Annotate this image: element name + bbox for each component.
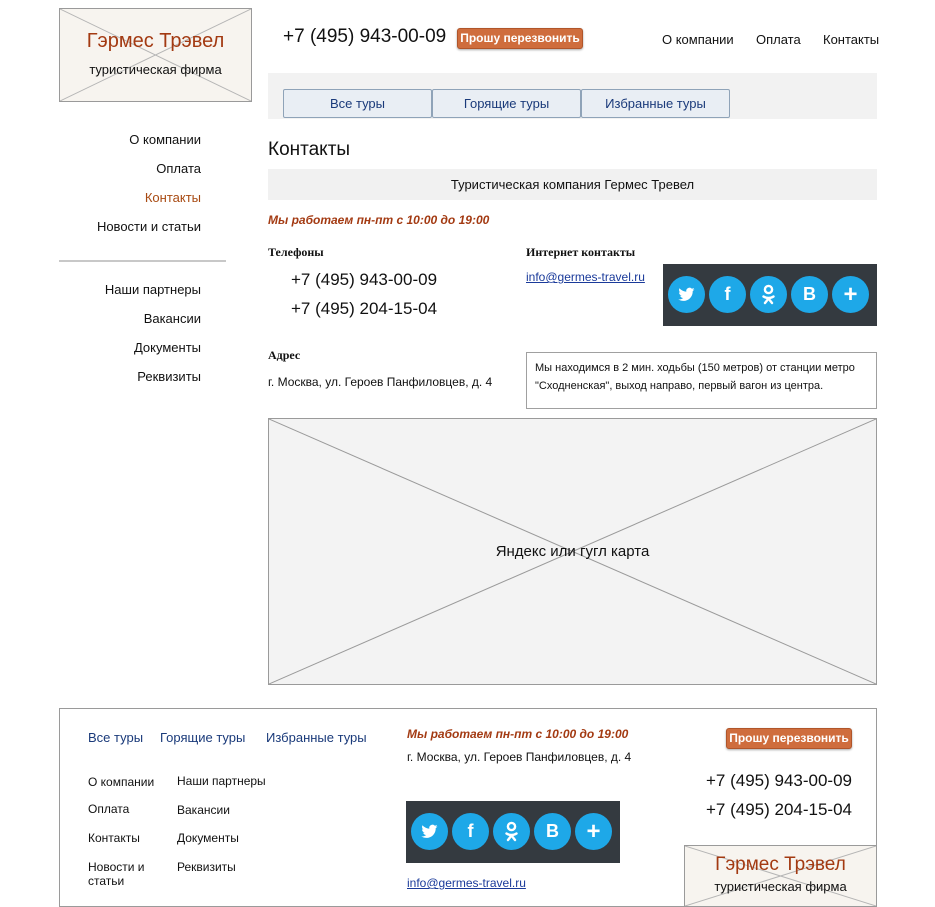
footer-callback-button[interactable]: Прошу перезвонить: [726, 728, 852, 749]
tab-all-tours[interactable]: Все туры: [283, 89, 432, 118]
footer-working-hours: Мы работаем пн-пт с 10:00 до 19:00: [407, 727, 629, 741]
phones-label: Телефоны: [268, 245, 324, 259]
sidebar-item-about[interactable]: О компании: [129, 132, 201, 147]
sidebar-divider: [59, 260, 226, 262]
footer-phone-primary[interactable]: +7 (495) 943-00-09: [705, 771, 852, 790]
sidebar-item-partners[interactable]: Наши партнеры: [104, 282, 201, 297]
footer: [59, 708, 877, 907]
email-link[interactable]: info@germes-travel.ru: [526, 270, 645, 284]
company-name-bar: Туристическая компания Гермес Тревел: [268, 169, 877, 200]
social-bar: [663, 264, 877, 326]
footer-link-news[interactable]: Новости и статьи: [88, 860, 145, 888]
tab-hot-tours[interactable]: Горящие туры: [432, 89, 581, 118]
footer-tab-all-tours[interactable]: Все туры: [88, 730, 144, 745]
footer-link-about[interactable]: О компании: [88, 775, 155, 789]
sidebar-item-payment[interactable]: Оплата: [156, 161, 201, 176]
facebook-icon[interactable]: f: [709, 276, 746, 313]
working-hours: Мы работаем пн-пт с 10:00 до 19:00: [268, 213, 490, 227]
page-title: Контакты: [268, 139, 351, 160]
top-nav-about[interactable]: О компании: [662, 32, 734, 47]
logo-subtitle: туристическая фирма: [89, 62, 222, 77]
logo-title: Гэрмес Трэвел: [86, 30, 225, 52]
footer-address: г. Москва, ул. Героев Панфиловцев, д. 4: [407, 750, 632, 764]
sidebar-item-contacts[interactable]: Контакты: [144, 190, 201, 205]
footer-link-partners[interactable]: Наши партнеры: [177, 774, 266, 788]
header-phone[interactable]: +7 (495) 943-00-09: [283, 26, 447, 47]
sidebar-item-documents[interactable]: Документы: [133, 340, 201, 355]
footer-tab-hot-tours[interactable]: Горящие туры: [160, 730, 246, 745]
vkontakte-icon[interactable]: B: [534, 813, 571, 850]
share-plus-icon[interactable]: +: [575, 813, 612, 850]
header-logo[interactable]: [59, 8, 252, 102]
footer-link-vacancies[interactable]: Вакансии: [177, 803, 230, 817]
footer-phone-secondary[interactable]: +7 (495) 204-15-04: [705, 800, 852, 819]
callback-button[interactable]: Прошу перезвонить: [457, 28, 583, 49]
footer-link-payment[interactable]: Оплата: [88, 802, 130, 816]
twitter-icon[interactable]: [411, 813, 448, 850]
odnoklassniki-icon[interactable]: [750, 276, 787, 313]
address-text: г. Москва, ул. Героев Панфиловцев, д. 4: [268, 375, 493, 389]
phone-secondary[interactable]: +7 (495) 204-15-04: [291, 299, 438, 318]
footer-email-link[interactable]: info@germes-travel.ru: [407, 876, 526, 890]
footer-social-bar: [406, 801, 620, 863]
twitter-icon[interactable]: [668, 276, 705, 313]
facebook-icon[interactable]: f: [452, 813, 489, 850]
address-label: Адрес: [268, 348, 301, 362]
tab-featured-tours[interactable]: Избранные туры: [581, 89, 730, 118]
internet-contacts-label: Интернет контакты: [526, 245, 636, 259]
sidebar-item-vacancies[interactable]: Вакансии: [143, 311, 201, 326]
phone-primary[interactable]: +7 (495) 943-00-09: [291, 270, 438, 289]
footer-link-requisites[interactable]: Реквизиты: [177, 860, 236, 874]
sidebar-item-requisites[interactable]: Реквизиты: [137, 369, 201, 384]
map-label: Яндекс или гугл карта: [495, 543, 650, 560]
top-nav-contacts[interactable]: Контакты: [823, 32, 880, 47]
odnoklassniki-icon[interactable]: [493, 813, 530, 850]
directions-note: Мы находимся в 2 мин. ходьбы (150 метров) от станции метро "Сходненская", выход направо, первый вагон из центра.: [526, 352, 877, 409]
top-nav-payment[interactable]: Оплата: [756, 32, 801, 47]
map-placeholder[interactable]: [268, 418, 877, 685]
sidebar-item-news[interactable]: Новости и статьи: [96, 219, 201, 234]
footer-logo[interactable]: [684, 845, 877, 907]
placeholder-cross-icon: [60, 9, 251, 101]
vkontakte-icon[interactable]: B: [791, 276, 828, 313]
footer-logo-subtitle: туристическая фирма: [714, 879, 847, 894]
share-plus-icon[interactable]: +: [832, 276, 869, 313]
footer-tab-featured-tours[interactable]: Избранные туры: [266, 730, 367, 745]
footer-link-documents[interactable]: Документы: [177, 831, 239, 845]
footer-link-contacts[interactable]: Контакты: [88, 831, 140, 845]
footer-logo-title: Гэрмес Трэвел: [715, 854, 846, 875]
